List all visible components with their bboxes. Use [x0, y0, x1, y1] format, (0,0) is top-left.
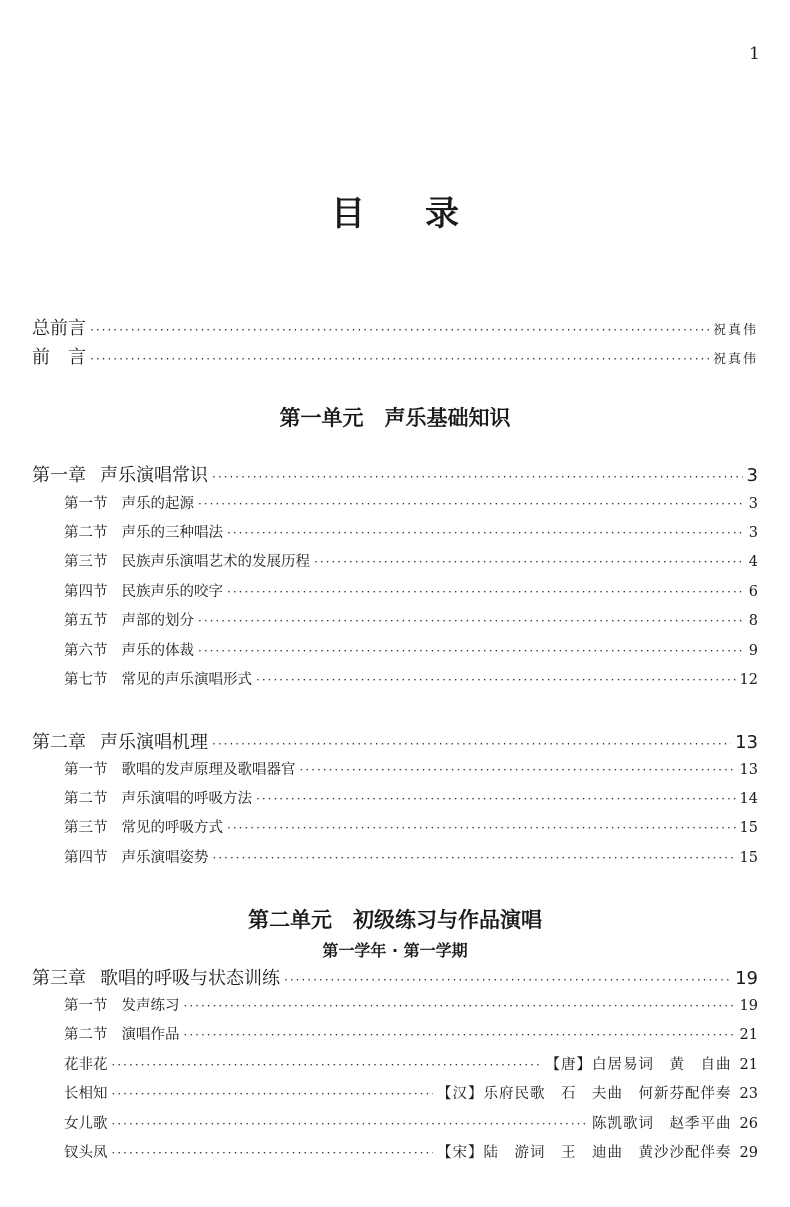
toc-song[interactable]	[64, 1053, 758, 1074]
toc-section[interactable]	[64, 580, 758, 601]
section-title: 声乐演唱的呼吸方法	[121, 791, 252, 807]
song-credit: 陈凯歌词 赵季平曲	[592, 1116, 732, 1132]
toc-chapter-3[interactable]	[32, 964, 758, 990]
section-title: 声乐的三种唱法	[121, 525, 223, 541]
section-number: 第三节	[64, 820, 108, 836]
page-ref: 3	[746, 465, 758, 486]
toc-section[interactable]	[64, 1023, 758, 1044]
song-title: 长相知	[64, 1086, 108, 1102]
section-number: 第一节	[64, 998, 108, 1014]
leader-dots	[112, 1146, 434, 1160]
section-number: 第一节	[64, 762, 108, 778]
toc-section[interactable]	[64, 758, 758, 779]
section-number: 第二节	[64, 791, 108, 807]
toc-entry-preface[interactable]	[32, 343, 758, 369]
page-ref: 12	[739, 672, 758, 688]
section-title: 歌唱的发声原理及歌唱器官	[121, 762, 296, 778]
section-title: 声部的划分	[121, 613, 194, 629]
page-ref: 4	[748, 554, 758, 570]
page-ref: 29	[739, 1145, 758, 1161]
leader-dots	[212, 470, 743, 484]
chapter-number: 第一章	[32, 465, 86, 486]
section-title: 发声练习	[121, 998, 180, 1014]
section-title: 声乐的体裁	[121, 643, 194, 659]
section-title: 常见的声乐演唱形式	[121, 672, 252, 688]
entry-author: 祝真伟	[712, 352, 758, 367]
toc-chapter-2[interactable]	[32, 728, 758, 754]
leader-dots	[184, 1028, 736, 1042]
chapter-title: 声乐演唱常识	[100, 465, 208, 486]
chapter-title: 声乐演唱机理	[100, 732, 208, 753]
leader-dots	[112, 1117, 589, 1131]
section-number: 第七节	[64, 672, 108, 688]
unit-heading-1: 第一单元 声乐基础知识	[279, 405, 511, 430]
toc-section[interactable]	[64, 846, 758, 867]
section-title: 常见的呼吸方式	[121, 820, 223, 836]
leader-dots	[90, 352, 709, 366]
page-number: 1	[749, 44, 760, 64]
toc-section[interactable]	[64, 492, 758, 513]
page-ref: 9	[748, 643, 758, 659]
page-ref: 3	[748, 525, 758, 541]
leader-dots	[112, 1087, 434, 1101]
chapter-title: 歌唱的呼吸与状态训练	[100, 968, 280, 989]
toc-song[interactable]	[64, 1141, 758, 1162]
section-title: 民族声乐的咬字	[121, 584, 223, 600]
leader-dots	[227, 526, 745, 540]
song-credit: 【汉】乐府民歌 石 夫曲 何新芬配伴奏	[437, 1086, 732, 1102]
leader-dots	[90, 323, 709, 337]
song-title: 花非花	[64, 1057, 108, 1073]
page-ref: 21	[739, 1027, 758, 1043]
section-number: 第三节	[64, 554, 108, 570]
leader-dots	[198, 644, 745, 658]
leader-dots	[227, 821, 736, 835]
toc-section[interactable]	[64, 816, 758, 837]
leader-dots	[314, 555, 745, 569]
section-title: 演唱作品	[121, 1027, 180, 1043]
entry-label: 总前言	[32, 318, 86, 339]
leader-dots	[112, 1058, 542, 1072]
toc-section[interactable]	[64, 550, 758, 571]
toc-section[interactable]	[64, 787, 758, 808]
section-title: 声乐的起源	[121, 496, 194, 512]
toc-section[interactable]	[64, 994, 758, 1015]
leader-dots	[256, 673, 736, 687]
page-ref: 15	[739, 850, 758, 866]
section-number: 第二节	[64, 1027, 108, 1043]
section-number: 第四节	[64, 850, 108, 866]
page-ref: 19	[739, 998, 758, 1014]
chapter-number: 第二章	[32, 732, 86, 753]
page-ref: 8	[748, 613, 758, 629]
section-number: 第六节	[64, 643, 108, 659]
toc-section[interactable]	[64, 668, 758, 689]
page-ref: 26	[739, 1116, 758, 1132]
page-ref: 14	[739, 791, 758, 807]
unit-heading-2: 第二单元 初级练习与作品演唱	[248, 907, 542, 932]
leader-dots	[213, 851, 736, 865]
leader-dots	[256, 792, 736, 806]
page-ref: 13	[739, 762, 758, 778]
toc-song[interactable]	[64, 1112, 758, 1133]
leader-dots	[227, 585, 745, 599]
section-number: 第一节	[64, 496, 108, 512]
page-ref: 3	[748, 496, 758, 512]
entry-author: 祝真伟	[712, 323, 758, 338]
section-number: 第四节	[64, 584, 108, 600]
page-ref: 23	[739, 1086, 758, 1102]
song-title: 女儿歌	[64, 1116, 108, 1132]
toc-section[interactable]	[64, 609, 758, 630]
chapter-number: 第三章	[32, 968, 86, 989]
toc-song[interactable]	[64, 1082, 758, 1103]
page-ref: 19	[735, 968, 758, 989]
leader-dots	[198, 614, 745, 628]
leader-dots	[300, 763, 736, 777]
toc-entry-general-preface[interactable]	[32, 314, 758, 340]
song-credit: 【唐】白居易词 黄 自曲	[545, 1057, 732, 1073]
section-title: 民族声乐演唱艺术的发展历程	[121, 554, 310, 570]
section-number: 第五节	[64, 613, 108, 629]
page-ref: 15	[739, 820, 758, 836]
leader-dots	[212, 737, 731, 751]
song-credit: 【宋】陆 游词 王 迪曲 黄沙沙配伴奏	[437, 1145, 732, 1161]
entry-label: 前 言	[32, 347, 86, 368]
toc-section[interactable]	[64, 639, 758, 660]
leader-dots	[284, 973, 731, 987]
leader-dots	[184, 999, 736, 1013]
toc-chapter-1[interactable]	[32, 461, 758, 487]
page-ref: 21	[739, 1057, 758, 1073]
page-ref: 6	[748, 584, 758, 600]
section-number: 第二节	[64, 525, 108, 541]
song-title: 钗头凤	[64, 1145, 108, 1161]
page-title: 目录	[331, 194, 519, 234]
page-ref: 13	[735, 732, 758, 753]
leader-dots	[198, 497, 745, 511]
section-title: 声乐演唱姿势	[121, 850, 209, 866]
toc-section[interactable]	[64, 521, 758, 542]
semester-heading: 第一学年 · 第一学期	[322, 941, 468, 960]
